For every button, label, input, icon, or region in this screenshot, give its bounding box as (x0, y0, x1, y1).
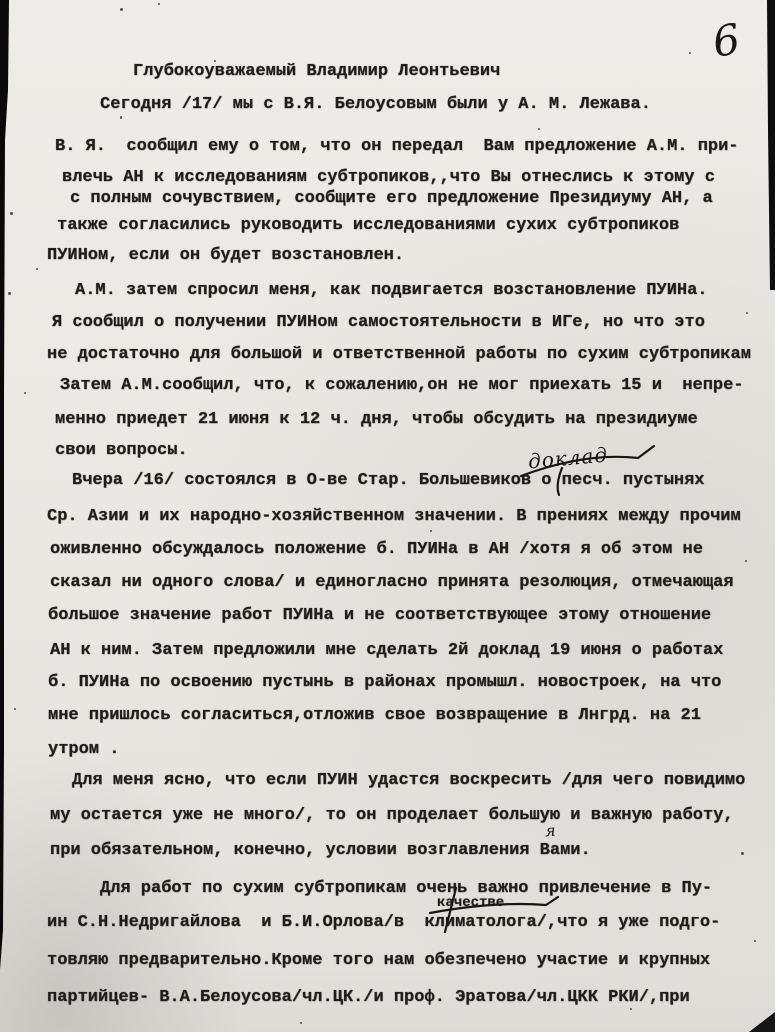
typed-line: партийцев- В.А.Белоусова/чл.ЦК./и проф. Эратова/чл.ЦКК РКИ/,при (47, 988, 690, 1007)
typed-line: Сегодня /17/ мы с В.Я. Белоусовым были у А. М. Лежава. (100, 95, 651, 114)
typed-line: Для меня ясно, что если ПУИН удастся воскресить /для чего повидимо (72, 771, 746, 790)
typed-line: свои вопросы. (55, 441, 188, 460)
typed-line: Ср. Азии и их народно-хозяйственном значении. В прениях между прочим (47, 507, 741, 526)
typed-line: с полным сочувствием, сообщите его предложение Президиуму АН, а (70, 189, 713, 208)
typed-line: утром . (48, 740, 120, 759)
typed-line: Затем А.М.сообщил, что, к сожалению,он не мог приехать 15 и непре- (60, 376, 744, 395)
typed-line: Вчера /16/ состоялся в О-ве Стар. Большевиков о песч. пустынях (72, 471, 705, 490)
typed-line: А.М. затем спросил меня, как подвигается возстановление ПУИНа. (75, 281, 708, 300)
typed-line: ин С.Н.Недригайлова и Б.И.Орлова/в климатолога/,что я уже подго- (47, 913, 721, 932)
typed-line: менно приедет 21 июня к 12 ч. дня, чтобы обсудить на президиуме (55, 410, 698, 429)
typed-line: Для работ по сухим субтропикам очень важно привлечение в Пу- (100, 879, 713, 898)
typed-line: АН к ним. Затем предложили мне сделать 2й доклад 19 июня о работах (50, 641, 724, 660)
typed-line: оживленно обсуждалось положение б. ПУИНа в АН /хотя я об этом не (50, 540, 703, 559)
scan-corner-bottom-right (749, 1012, 775, 1032)
scan-edge-left (0, 0, 12, 1000)
typed-line: Я сообщил о получении ПУИНом самостоятельности в ИГе, но что это (52, 313, 705, 332)
typed-line: большое значение работ ПУИНа и не соответствующее этому отношение (48, 606, 712, 625)
typed-line: Глубокоуважаемый Владимир Леонтьевич (133, 62, 501, 81)
typed-line: ПУИНом, если он будет возстановлен. (47, 246, 405, 265)
typed-line: му остается уже не много/, то он проделает большую и важную работу, (50, 806, 734, 825)
typed-line: влечь АН к исследованиям субтропиков,,что Вы отнеслись к этому с (62, 168, 715, 187)
page-number: 6 (709, 14, 744, 67)
typed-line: не достаточно для большой и ответственной работы по сухим субтропикам (47, 345, 751, 364)
handwritten-insert-doklad: доклад (527, 442, 609, 474)
typed-line: товляю предварительно.Кроме того нам обезпечено участие и крупных (47, 951, 711, 970)
scan-edge-right (765, 0, 775, 290)
typed-line: также согласились руководить исследованиями сухих субтропиков (57, 216, 680, 235)
handwritten-correction-ya: я (544, 820, 557, 841)
typed-line: В. Я. сообщил ему о том, что он передал Вам предложение А.М. при- (55, 137, 739, 156)
typed-line: сказал ни одного слова/ и единогласно принята резолюция, отмечающая (50, 573, 734, 592)
typed-line: при обязательном, конечно, условии возглавления Вами. (50, 841, 591, 860)
typed-line: мне пришлось согласиться,отложив свое возвращение в Лнгрд. на 21 (48, 706, 701, 725)
typed-insert-kachestve: качестве (437, 895, 505, 911)
typed-line: б. ПУИНа по освоению пустынь в районах промышл. новостроек, на что (48, 673, 722, 692)
